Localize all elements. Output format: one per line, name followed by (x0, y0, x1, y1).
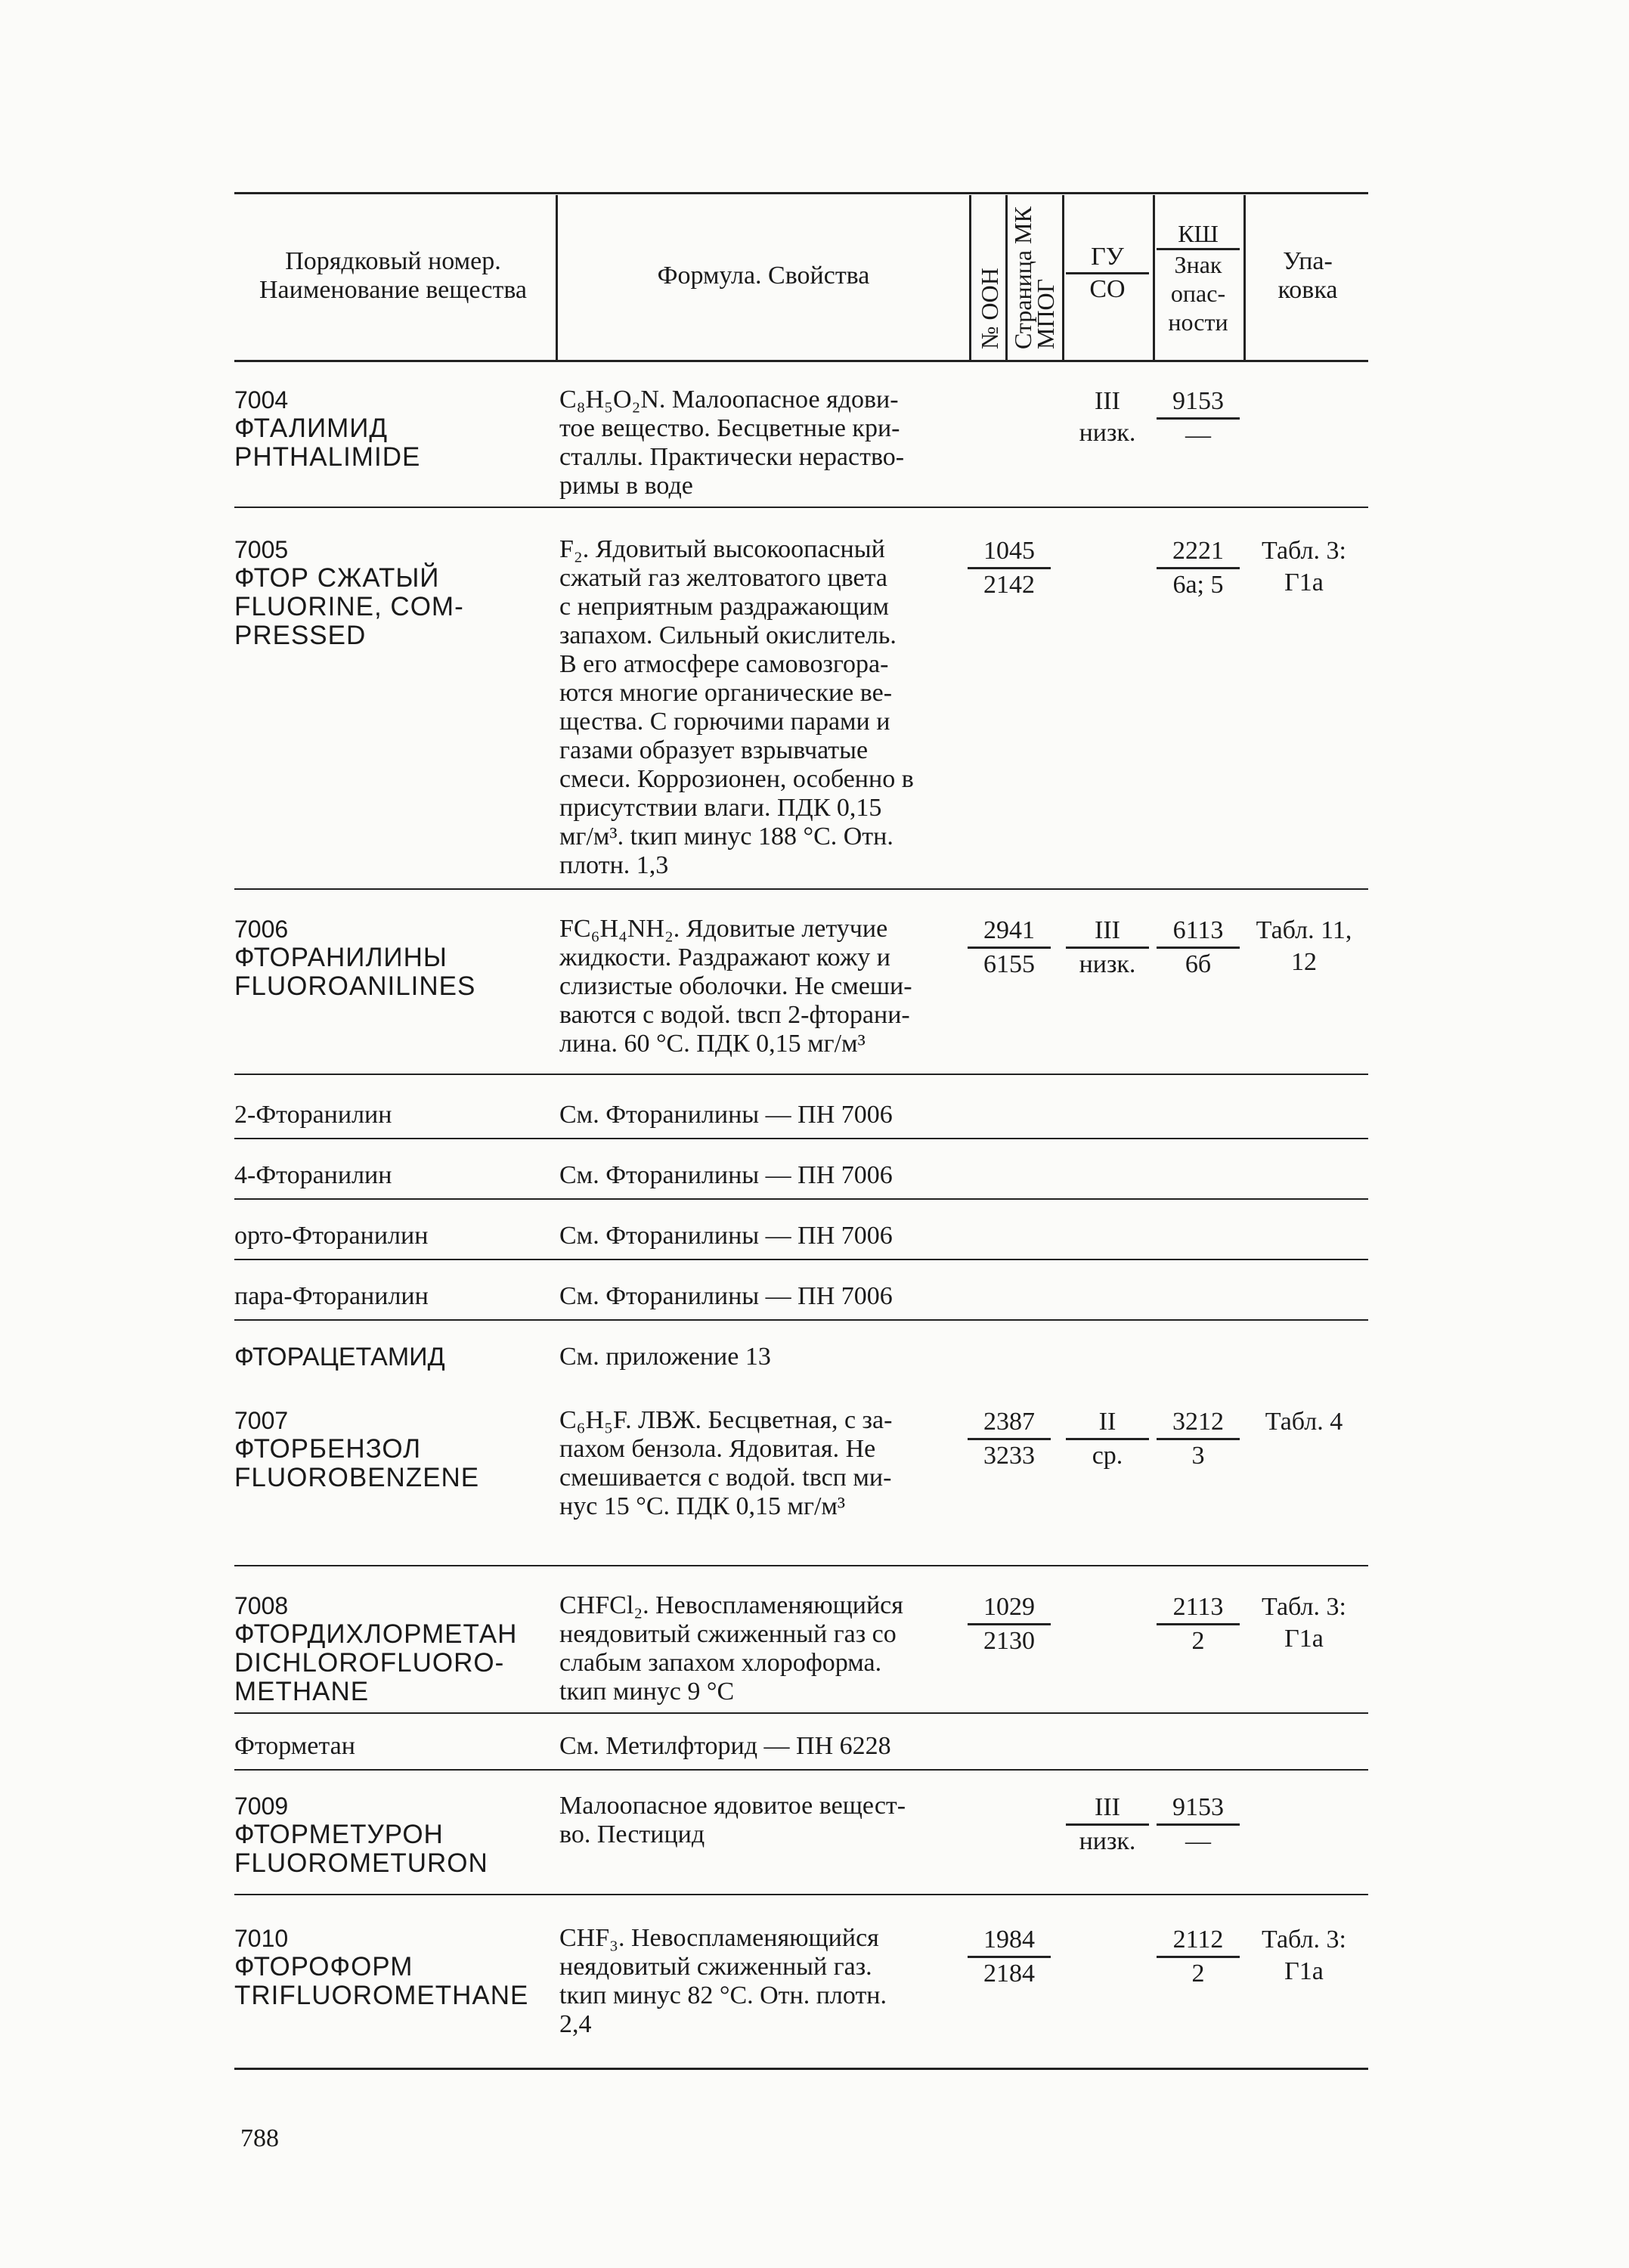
ksh-value: 2112 (1157, 1924, 1240, 1958)
header-top-rule (234, 192, 1368, 194)
desc-line: сжатый газ желтоватого цвета (559, 564, 887, 592)
desc-line: запахом. Сильный окислитель. (559, 621, 897, 649)
oon-value: 2387 (968, 1406, 1051, 1440)
co-value: ср. (1092, 1442, 1123, 1470)
desc-line: неядовитый сжиженный газ со (559, 1620, 897, 1648)
header-divider-3 (1005, 195, 1008, 360)
sign-value: 6б (1185, 950, 1212, 978)
header-formula: Формула. Свойства (657, 262, 870, 290)
desc-line: с неприятным раздражающим (559, 593, 889, 621)
ref-name: 2-Фторанилин (234, 1101, 392, 1129)
entry-number: 7006 (234, 916, 289, 943)
entry-row (234, 1406, 1368, 1542)
desc-line: F₂. Ядовитый высокоопасный (559, 535, 885, 563)
entry-description (559, 1591, 971, 1706)
ref-target: См. приложение 13 (559, 1343, 771, 1371)
entry-pack: Табл. 4 (1265, 1408, 1343, 1436)
entry-description (559, 386, 971, 500)
header-gu-co (1066, 242, 1149, 305)
ksh-value: 9153 (1157, 386, 1240, 420)
entry-gu-co (1066, 1792, 1149, 1857)
sign-value: 3 (1191, 1442, 1205, 1470)
desc-line: сталлы. Практически нераство- (559, 443, 905, 471)
header-ksh-sign (1157, 219, 1240, 336)
entry-description (559, 915, 971, 1058)
row-rule (234, 1712, 1368, 1714)
entry-name-en: PHTHALIMIDE (234, 442, 421, 472)
desc-line: мг/м³. tкип минус 188 °С. Отн. (559, 823, 893, 850)
entry-pack: Табл. 3: Г1а (1262, 1593, 1346, 1653)
entry-oon-page (968, 915, 1051, 981)
header-divider-5 (1153, 195, 1155, 360)
entry-gu-co (1066, 1406, 1149, 1472)
header-gu: ГУ (1066, 242, 1149, 274)
header-sign: Знак опас-ности (1168, 251, 1228, 336)
ref-target: См. Фторанилины — ПН 7006 (559, 1222, 893, 1250)
table-bottom-rule (234, 2068, 1368, 2070)
header-page: Страница МК МПОГ (1009, 206, 1059, 349)
entry-number: 7004 (234, 386, 289, 414)
desc-line: плотн. 1,3 (559, 851, 669, 879)
desc-line: В его атмосфере самовозгора- (559, 650, 889, 678)
desc-line: FC₆H₄NH₂. Ядовитые летучие (559, 915, 888, 943)
desc-line: CHFCl₂. Невоспламеняющийся (559, 1591, 903, 1619)
entry-number: 7007 (234, 1407, 289, 1434)
entry-ksh-sign (1157, 386, 1240, 451)
entry-oon-page (968, 1406, 1051, 1472)
desc-line: tкип минус 9 °С (559, 1678, 735, 1706)
entry-ksh-sign (1157, 535, 1240, 601)
entry-name-en-2: METHANE (234, 1677, 370, 1706)
header-divider-6 (1243, 195, 1246, 360)
desc-line: во. Пестицид (559, 1820, 705, 1848)
page-value: 6155 (983, 950, 1035, 978)
entry-pack: Табл. 3: Г1а (1262, 1926, 1346, 1985)
header-co: СО (1089, 275, 1126, 303)
gu-value: II (1066, 1406, 1149, 1440)
entry-name-en-2: PRESSED (234, 621, 367, 650)
entry-name (234, 1792, 552, 1878)
desc-line: нус 15 °С. ПДК 0,15 мг/м³ (559, 1492, 846, 1520)
entry-name-ru: ФТОРОФОРМ (234, 1952, 413, 1981)
entry-name-en: FLUOROBENZENE (234, 1463, 480, 1492)
entry-number: 7010 (234, 1925, 289, 1952)
entry-description (559, 1924, 971, 2039)
page-value: 2130 (983, 1627, 1035, 1655)
entry-ksh-sign (1157, 1924, 1240, 1990)
entry-row (234, 915, 1368, 1066)
row-rule (234, 1565, 1368, 1566)
entry-row (234, 1924, 1368, 2060)
row-rule (234, 888, 1368, 890)
desc-line: лина. 60 °С. ПДК 0,15 мг/м³ (559, 1030, 866, 1058)
row-rule (234, 1198, 1368, 1200)
entry-row (234, 535, 1368, 891)
header-divider-4 (1062, 195, 1064, 360)
desc-line: пахом бензола. Ядовитая. Не (559, 1435, 876, 1463)
gu-value: III (1066, 1792, 1149, 1826)
sign-value: 2 (1191, 1627, 1205, 1655)
page-value: 2142 (983, 571, 1035, 599)
sign-value: — (1185, 421, 1211, 449)
desc-line: жидкости. Раздражают кожу и (559, 943, 890, 971)
ref-target: См. Фторанилины — ПН 7006 (559, 1282, 893, 1310)
desc-line: присутствии влаги. ПДК 0,15 (559, 794, 882, 822)
desc-line: щества. С горючими парами и (559, 708, 890, 736)
entry-name-en: FLUORINE, COM- (234, 592, 464, 621)
header-pack: Упа-ковка (1277, 247, 1338, 304)
page-value: 3233 (983, 1442, 1035, 1470)
row-rule (234, 1259, 1368, 1260)
row-rule (234, 1074, 1368, 1075)
header-oon: № ООН (976, 268, 1003, 349)
desc-line: газами образует взрывчатые (559, 736, 869, 764)
header-ksh: КШ (1157, 219, 1240, 250)
sign-value: 6а; 5 (1172, 571, 1224, 599)
ref-name: пара-Фторанилин (234, 1282, 429, 1310)
entry-name (234, 1591, 552, 1706)
sign-value: — (1185, 1827, 1211, 1855)
desc-line: слабым запахом хлороформа. (559, 1649, 882, 1677)
desc-line: смешивается с водой. tвсп ми- (559, 1464, 892, 1492)
entry-row (234, 386, 1368, 499)
desc-line: неядовитый сжиженный газ. (559, 1953, 872, 1981)
ksh-value: 2113 (1157, 1591, 1240, 1625)
oon-value: 1029 (968, 1591, 1051, 1625)
row-rule (234, 1769, 1368, 1771)
ref-target: См. Фторанилины — ПН 7006 (559, 1101, 893, 1129)
co-value: низк. (1079, 419, 1136, 447)
row-rule (234, 507, 1368, 508)
entry-oon-page (968, 1591, 1051, 1657)
desc-line: Малоопасное ядовитое вещест- (559, 1792, 906, 1820)
entry-name-ru: ФТОРАНИЛИНЫ (234, 943, 448, 972)
page-value: 2184 (983, 1960, 1035, 1988)
ksh-value: 2221 (1157, 535, 1240, 569)
entry-pack: Табл. 11, 12 (1256, 916, 1352, 976)
oon-value: 1045 (968, 535, 1051, 569)
entry-row (234, 1792, 1368, 1890)
entry-name-en: FLUOROMETURON (234, 1848, 488, 1878)
entry-row (234, 1591, 1368, 1720)
entry-oon-page (968, 1924, 1051, 1990)
entry-name (234, 535, 552, 650)
desc-line: римы в воде (559, 472, 693, 500)
desc-line: тое вещество. Бесцветные кри- (559, 414, 900, 442)
desc-line: слизистые оболочки. Не смеши- (559, 972, 912, 1000)
entry-ksh-sign (1157, 1406, 1240, 1472)
gu-value: III (1095, 387, 1120, 415)
entry-name-en: TRIFLUOROMETHANE (234, 1981, 529, 2010)
ksh-value: 6113 (1157, 915, 1240, 949)
entry-name-ru: ФТОРБЕНЗОЛ (234, 1434, 422, 1464)
desc-line: tкип минус 82 °С. Отн. плотн. (559, 1981, 887, 2009)
ref-target: См. Метилфторид — ПН 6228 (559, 1732, 891, 1760)
entry-ksh-sign (1157, 1591, 1240, 1657)
entry-number: 7008 (234, 1592, 289, 1619)
entry-ksh-sign (1157, 915, 1240, 981)
ksh-value: 3212 (1157, 1406, 1240, 1440)
desc-line: 2,4 (559, 2010, 592, 2038)
entry-name-en: FLUOROANILINES (234, 971, 476, 1001)
desc-line: ются многие органические ве- (559, 679, 893, 707)
entry-name (234, 1924, 552, 2010)
entry-name-ru: ФТОРМЕТУРОН (234, 1820, 444, 1849)
ref-target: См. Фторанилины — ПН 7006 (559, 1161, 893, 1189)
desc-line: смеси. Коррозионен, особенно в (559, 765, 914, 793)
entry-pack: Табл. 3: Г1а (1262, 537, 1346, 596)
ref-name: ФТОРАЦЕТАМИД (234, 1343, 445, 1371)
desc-line: C₆H₅F. ЛВЖ. Бесцветная, с за- (559, 1406, 893, 1434)
entry-oon-page (968, 535, 1051, 601)
co-value: низк. (1079, 950, 1136, 978)
entry-name-ru: ФТАЛИМИД (234, 414, 389, 443)
entry-gu-co (1066, 386, 1149, 449)
entry-name (234, 1406, 552, 1492)
entry-name (234, 386, 552, 472)
entry-gu-co (1066, 915, 1149, 981)
entry-description (559, 535, 971, 880)
entry-description (559, 1792, 971, 1849)
entry-description (559, 1406, 971, 1521)
entry-name-ru: ФТОРДИХЛОРМЕТАН (234, 1619, 518, 1649)
entry-number: 7005 (234, 536, 289, 563)
ksh-value: 9153 (1157, 1792, 1240, 1826)
row-rule (234, 1894, 1368, 1895)
desc-line: ваются с водой. tвсп 2-фторани- (559, 1001, 910, 1029)
entry-name-en: DICHLOROFLUORO- (234, 1648, 505, 1678)
entry-ksh-sign (1157, 1792, 1240, 1857)
header-name: Порядковый номер. Наименование вещества (259, 247, 528, 304)
oon-value: 1984 (968, 1924, 1051, 1958)
oon-value: 2941 (968, 915, 1051, 949)
entry-name (234, 915, 552, 1001)
header-bottom-rule (234, 360, 1368, 362)
page-number: 788 (240, 2124, 279, 2152)
ref-name: орто-Фторанилин (234, 1222, 429, 1250)
entry-name-ru: ФТОР СЖАТЫЙ (234, 563, 440, 593)
header-divider-2 (969, 195, 971, 360)
co-value: низк. (1079, 1827, 1136, 1855)
header-divider-1 (556, 195, 558, 360)
row-rule (234, 1319, 1368, 1321)
entry-number: 7009 (234, 1792, 289, 1820)
desc-line: CHF₃. Невоспламеняющийся (559, 1924, 879, 1952)
gu-value: III (1066, 915, 1149, 949)
sign-value: 2 (1191, 1960, 1205, 1988)
ref-name: 4-Фторанилин (234, 1161, 392, 1189)
ref-name: Фторметан (234, 1732, 355, 1760)
desc-line: C₈H₅O₂N. Малоопасное ядови- (559, 386, 899, 414)
row-rule (234, 1138, 1368, 1139)
